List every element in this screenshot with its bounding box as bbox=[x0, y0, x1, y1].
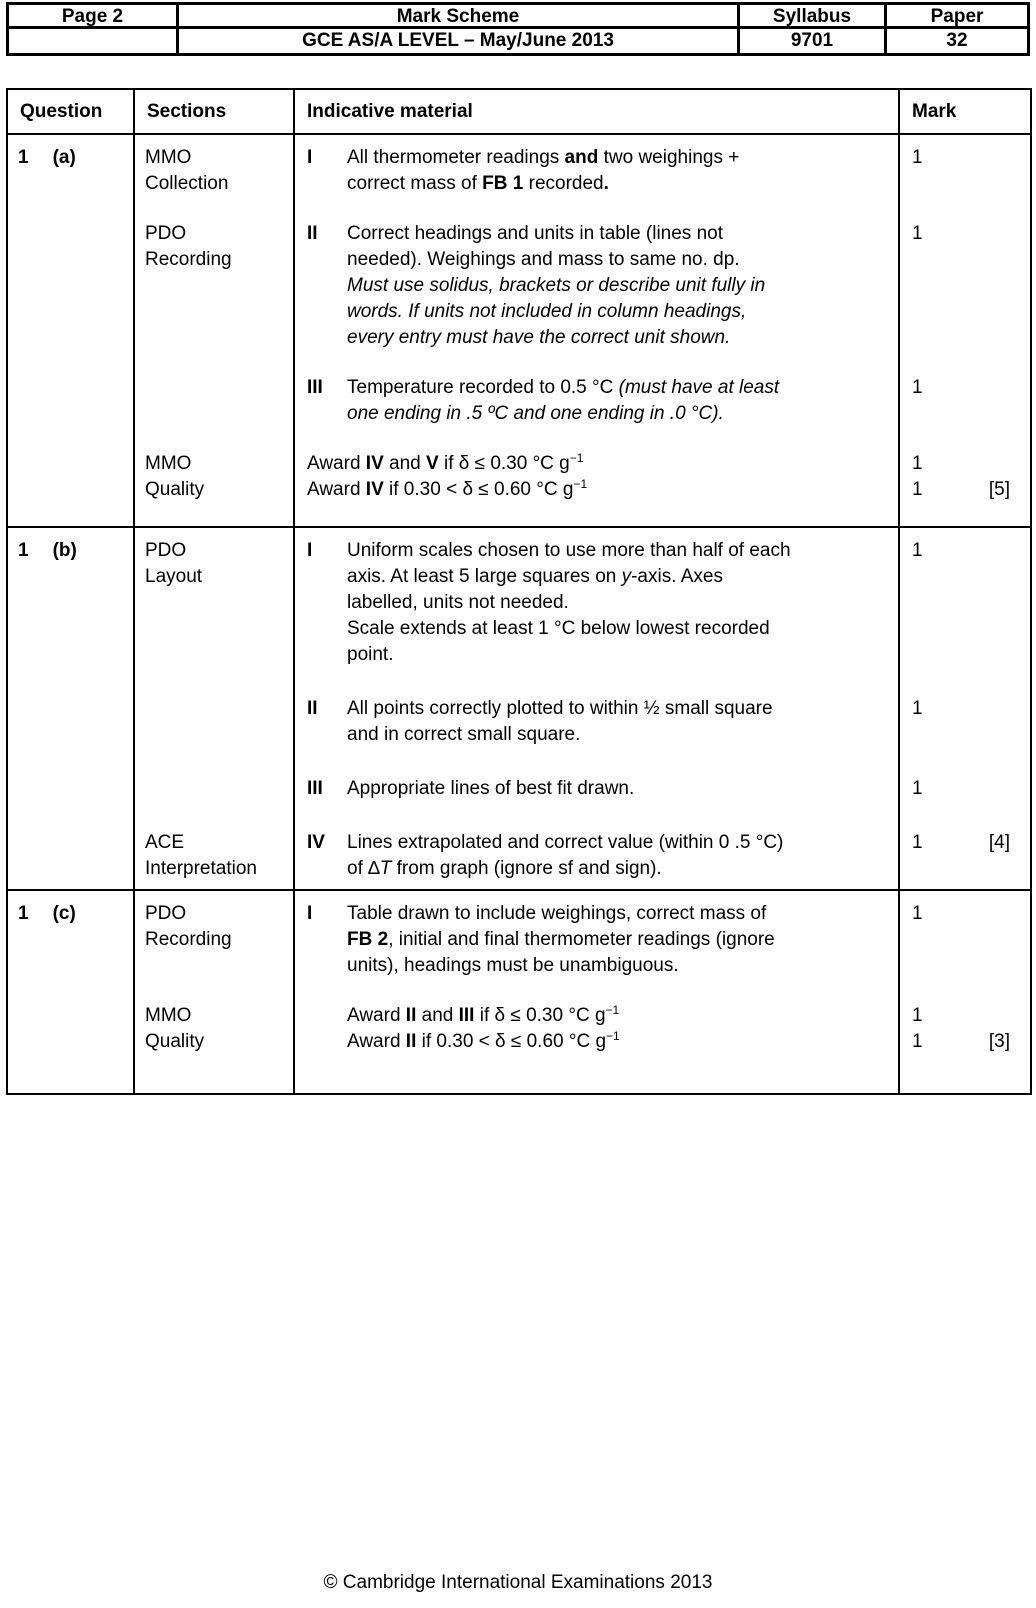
page-number-cell: Page 2 bbox=[9, 5, 179, 29]
text-segment: Table drawn to include weighings, correct mass of bbox=[347, 903, 767, 924]
footer-copyright: © Cambridge International Examinations 2013 bbox=[323, 1572, 713, 1593]
text-segment: Scale extends at least 1 °C below lowest recorded bbox=[347, 618, 770, 639]
filler-cell bbox=[295, 503, 900, 526]
roman-numeral: IV bbox=[307, 832, 325, 853]
mark-cell bbox=[900, 891, 1030, 979]
text-segment: Correct headings and units in table (lines not bbox=[347, 223, 724, 244]
text-segment: units), headings must be unambiguous. bbox=[347, 955, 679, 976]
text-segment: two weighings + bbox=[598, 147, 740, 168]
text-segment: Award bbox=[307, 479, 366, 500]
indicative-cell bbox=[295, 668, 900, 748]
mark-value: 1 bbox=[912, 147, 923, 168]
sections-cell bbox=[135, 802, 295, 882]
indicative-text bbox=[347, 901, 898, 979]
doc-subtitle: GCE AS/A LEVEL – May/June 2013 bbox=[179, 29, 740, 53]
indicative-text bbox=[307, 451, 898, 477]
sections-cell bbox=[135, 668, 295, 748]
text-segment: recorded bbox=[523, 173, 604, 194]
section-label: ACE bbox=[145, 832, 185, 853]
doc-title: Mark Scheme bbox=[179, 5, 740, 29]
roman-numeral: II bbox=[307, 223, 318, 244]
indicative-text bbox=[347, 375, 898, 427]
text-segment: if 0.30 < δ ≤ 0.60 °C g bbox=[416, 1031, 607, 1052]
text-segment: V bbox=[426, 453, 439, 474]
question-number: 1 bbox=[18, 147, 29, 168]
roman-numeral: III bbox=[307, 377, 323, 398]
indicative-cell bbox=[295, 748, 900, 802]
indicative-cell bbox=[295, 1029, 900, 1055]
mark-value: 1 bbox=[912, 698, 923, 719]
sections-cell bbox=[135, 477, 295, 503]
section-label: PDO bbox=[145, 223, 187, 244]
mark-value: 1 bbox=[912, 479, 923, 500]
text-segment: IV bbox=[365, 479, 384, 500]
text-segment: words. If units not included in column headings, bbox=[347, 301, 747, 322]
indicative-text bbox=[347, 830, 898, 882]
column-header-sections: Sections bbox=[135, 90, 295, 133]
column-header-indicative: Indicative material bbox=[295, 90, 900, 133]
text-segment: Award bbox=[347, 1031, 406, 1052]
text-segment: and in correct small square. bbox=[347, 724, 581, 745]
indicative-cell bbox=[295, 979, 900, 1029]
question-cell bbox=[8, 668, 135, 748]
sections-cell bbox=[135, 1029, 295, 1055]
indicative-text bbox=[347, 1029, 898, 1055]
question-cell bbox=[8, 891, 135, 979]
mark-cell bbox=[900, 477, 1030, 503]
text-segment: Appropriate lines of best fit drawn. bbox=[347, 778, 635, 799]
sections-cell bbox=[135, 748, 295, 802]
section-label: PDO bbox=[145, 903, 187, 924]
section-label: Quality bbox=[145, 479, 205, 500]
section-label: PDO bbox=[145, 540, 187, 561]
section-label: MMO bbox=[145, 147, 192, 168]
paper-value: 32 bbox=[946, 30, 968, 51]
text-segment: and bbox=[564, 147, 599, 168]
roman-numeral: I bbox=[307, 540, 313, 561]
indicative-cell bbox=[295, 477, 900, 503]
text-segment: Award bbox=[307, 453, 366, 474]
mark-value: 1 bbox=[912, 1005, 923, 1026]
table-row bbox=[8, 135, 1030, 528]
mark-cell bbox=[900, 979, 1030, 1029]
text-segment: II bbox=[405, 1031, 417, 1052]
text-segment: III bbox=[458, 1005, 475, 1026]
text-segment: All points correctly plotted to within ½ small square bbox=[347, 698, 773, 719]
section-label: Collection bbox=[145, 173, 229, 194]
text-segment: IV bbox=[365, 453, 384, 474]
section-label: MMO bbox=[145, 1005, 192, 1026]
question-cell bbox=[8, 979, 135, 1029]
sections-cell bbox=[135, 351, 295, 427]
filler-cell bbox=[8, 503, 135, 526]
section-label: Recording bbox=[145, 249, 232, 270]
section-label: Recording bbox=[145, 929, 232, 950]
text-segment: Must use solidus, brackets or describe unit fully in bbox=[347, 275, 766, 296]
question-cell bbox=[8, 427, 135, 477]
column-header-mark: Mark bbox=[912, 100, 957, 122]
text-segment: (must have at least bbox=[618, 377, 780, 398]
indicative-cell bbox=[295, 802, 900, 882]
question-part: (c) bbox=[52, 903, 76, 924]
total-marks: [5] bbox=[988, 479, 1010, 500]
mark-cell bbox=[900, 802, 1030, 882]
question-number: 1 bbox=[18, 903, 29, 924]
question-cell bbox=[8, 1029, 135, 1055]
table-row bbox=[8, 528, 1030, 891]
mark-cell bbox=[900, 1029, 1030, 1055]
text-segment: every entry must have the correct unit shown. bbox=[347, 327, 731, 348]
text-segment: labelled, units not needed. bbox=[347, 592, 569, 613]
indicative-text bbox=[347, 145, 898, 197]
text-segment: T bbox=[379, 858, 392, 879]
syllabus-label: Syllabus bbox=[740, 5, 887, 29]
question-cell bbox=[8, 802, 135, 882]
text-segment: Uniform scales chosen to use more than half of each bbox=[347, 540, 791, 561]
mark-value: 1 bbox=[912, 832, 923, 853]
sections-cell bbox=[135, 197, 295, 351]
text-segment: one ending in .5 ºC and one ending in .0 °C). bbox=[347, 403, 724, 424]
empty-cell bbox=[9, 29, 179, 53]
filler-cell bbox=[900, 503, 1030, 526]
paper-label: Paper bbox=[887, 5, 1027, 29]
text-segment: Award bbox=[347, 1005, 406, 1026]
text-segment: from graph (ignore sf and sign). bbox=[391, 858, 662, 879]
text-segment: needed). Weighings and mass to same no. dp. bbox=[347, 249, 740, 270]
page-header-table bbox=[6, 2, 1030, 56]
text-segment: Temperature recorded to 0.5 °C bbox=[347, 377, 619, 398]
text-segment: if 0.30 < δ ≤ 0.60 °C g bbox=[383, 479, 574, 500]
question-cell bbox=[8, 748, 135, 802]
mark-cell bbox=[900, 351, 1030, 427]
question-part: (b) bbox=[52, 540, 77, 561]
filler-cell bbox=[135, 882, 295, 889]
text-segment: y bbox=[621, 566, 632, 587]
text-segment: if δ ≤ 0.30 °C g bbox=[474, 1005, 606, 1026]
text-segment: axis. At least 5 large squares on bbox=[347, 566, 622, 587]
text-segment: FB 2 bbox=[347, 929, 389, 950]
syllabus-value: 9701 bbox=[740, 29, 887, 53]
filler-cell bbox=[135, 1055, 295, 1093]
section-label: Quality bbox=[145, 1031, 205, 1052]
mark-cell bbox=[900, 668, 1030, 748]
roman-numeral: I bbox=[307, 147, 313, 168]
section-label: Layout bbox=[145, 566, 203, 587]
mark-value: 1 bbox=[912, 453, 923, 474]
indicative-cell bbox=[295, 891, 900, 979]
text-segment: −1 bbox=[569, 451, 584, 465]
indicative-cell bbox=[295, 197, 900, 351]
indicative-cell bbox=[295, 135, 900, 197]
mark-value: 1 bbox=[912, 377, 923, 398]
mark-cell bbox=[900, 528, 1030, 668]
text-segment: −1 bbox=[606, 1029, 620, 1043]
question-cell bbox=[8, 477, 135, 503]
table-body bbox=[8, 135, 1030, 1093]
column-header-question: Question bbox=[8, 90, 135, 133]
text-segment: −1 bbox=[605, 1003, 620, 1017]
text-segment: II bbox=[405, 1005, 417, 1026]
mark-scheme-table bbox=[6, 88, 1032, 1095]
roman-numeral: I bbox=[307, 903, 313, 924]
total-marks: [3] bbox=[988, 1031, 1010, 1052]
indicative-text bbox=[347, 221, 898, 351]
question-cell bbox=[8, 135, 135, 197]
sections-cell bbox=[135, 528, 295, 668]
filler-cell bbox=[295, 882, 900, 889]
indicative-cell bbox=[295, 427, 900, 477]
text-segment: FB 1 bbox=[482, 173, 524, 194]
mark-value: 1 bbox=[912, 778, 923, 799]
indicative-cell bbox=[295, 351, 900, 427]
question-cell bbox=[8, 351, 135, 427]
mark-value: 1 bbox=[912, 1031, 923, 1052]
sections-cell bbox=[135, 135, 295, 197]
filler-cell bbox=[8, 1055, 135, 1093]
table-header-row bbox=[8, 90, 1030, 135]
mark-value: 1 bbox=[912, 223, 923, 244]
total-marks: [4] bbox=[988, 832, 1010, 853]
mark-cell bbox=[900, 197, 1030, 351]
text-segment: -axis. Axes bbox=[631, 566, 723, 587]
filler-cell bbox=[135, 503, 295, 526]
text-segment: . bbox=[603, 173, 609, 194]
indicative-text bbox=[347, 1003, 898, 1029]
text-segment: −1 bbox=[573, 477, 588, 491]
section-label: Interpretation bbox=[145, 858, 257, 879]
text-segment: Lines extrapolated and correct value (within 0 .5 °C) bbox=[347, 832, 784, 853]
question-cell bbox=[8, 197, 135, 351]
sections-cell bbox=[135, 427, 295, 477]
text-segment: if δ ≤ 0.30 °C g bbox=[438, 453, 570, 474]
filler-cell bbox=[900, 882, 1030, 889]
filler-cell bbox=[900, 1055, 1030, 1093]
indicative-text bbox=[347, 538, 898, 668]
sections-cell bbox=[135, 891, 295, 979]
mark-value: 1 bbox=[912, 903, 923, 924]
filler-cell bbox=[8, 882, 135, 889]
text-segment: and bbox=[383, 453, 427, 474]
question-number: 1 bbox=[18, 540, 29, 561]
question-part: (a) bbox=[52, 147, 76, 168]
text-segment: correct mass of bbox=[347, 173, 483, 194]
filler-cell bbox=[295, 1055, 900, 1093]
mark-cell bbox=[900, 748, 1030, 802]
text-segment: point. bbox=[347, 644, 394, 665]
indicative-text bbox=[347, 776, 898, 802]
roman-numeral: II bbox=[307, 698, 318, 719]
indicative-text bbox=[347, 696, 898, 748]
question-cell bbox=[8, 528, 135, 668]
mark-cell bbox=[900, 135, 1030, 197]
text-segment: All thermometer readings bbox=[347, 147, 565, 168]
roman-numeral: III bbox=[307, 778, 323, 799]
table-row bbox=[8, 891, 1030, 1093]
text-segment: of ∆ bbox=[347, 858, 380, 879]
text-segment: and bbox=[416, 1005, 459, 1026]
mark-cell bbox=[900, 427, 1030, 477]
text-segment: , initial and final thermometer readings (ignore bbox=[388, 929, 775, 950]
indicative-text bbox=[307, 477, 898, 503]
mark-value: 1 bbox=[912, 540, 923, 561]
section-label: MMO bbox=[145, 453, 192, 474]
indicative-cell bbox=[295, 528, 900, 668]
sections-cell bbox=[135, 979, 295, 1029]
